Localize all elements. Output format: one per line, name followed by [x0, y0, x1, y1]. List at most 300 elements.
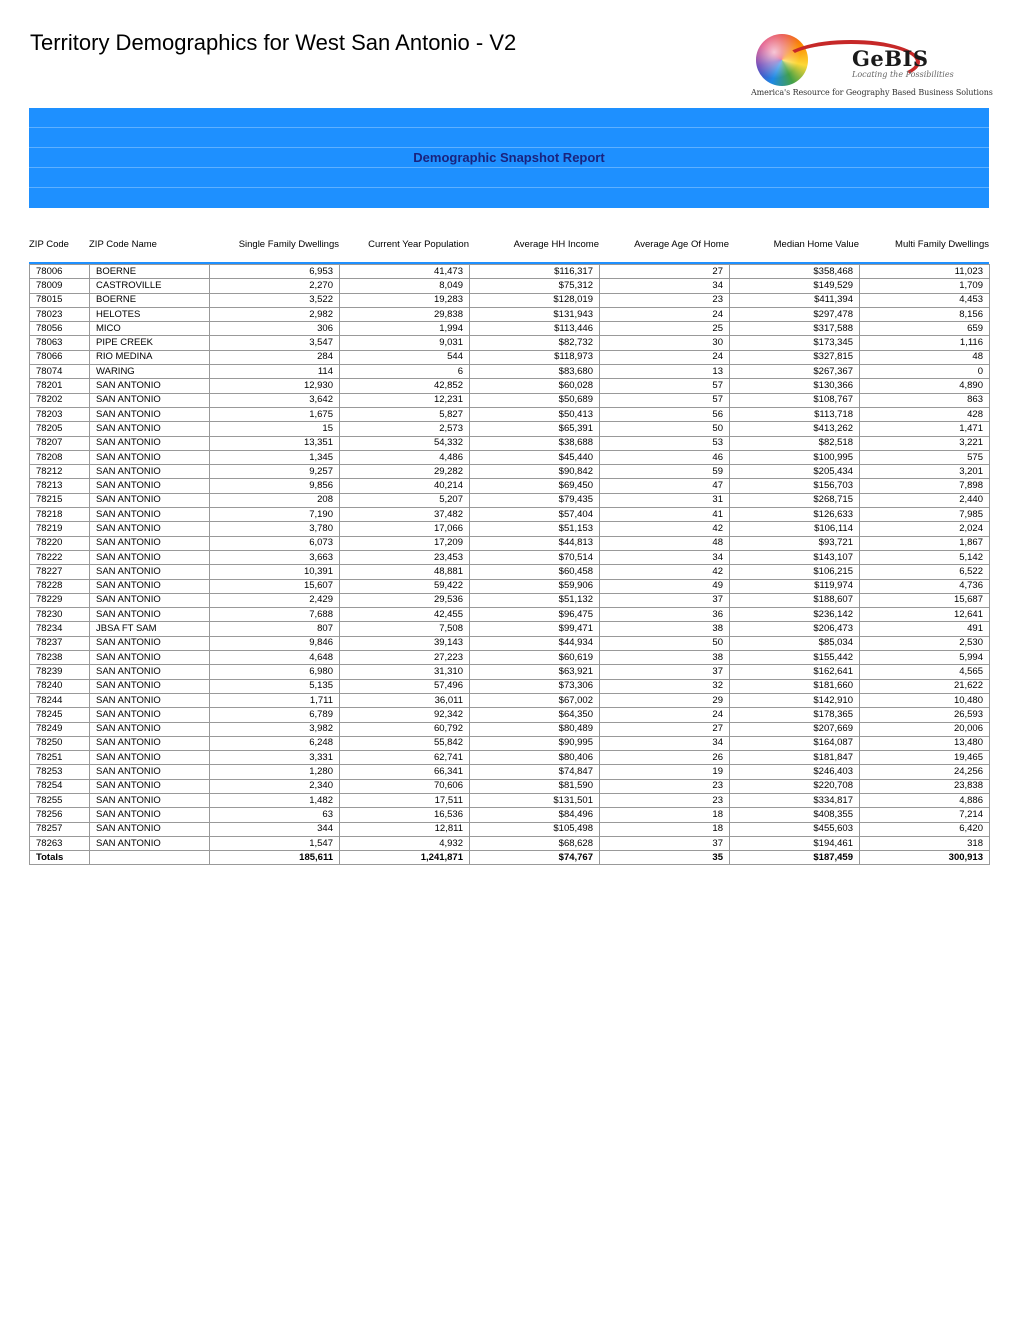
table-cell: SAN ANTONIO: [90, 465, 210, 479]
table-cell: $246,403: [730, 765, 860, 779]
table-cell: $188,607: [730, 593, 860, 607]
table-cell: 17,066: [340, 522, 470, 536]
table-cell: 9,031: [340, 336, 470, 350]
table-cell: 7,508: [340, 622, 470, 636]
table-cell: 7,214: [860, 808, 990, 822]
table-cell: SAN ANTONIO: [90, 836, 210, 850]
table-cell: 1,709: [860, 279, 990, 293]
table-cell: 344: [210, 822, 340, 836]
table-cell: SAN ANTONIO: [90, 379, 210, 393]
table-cell: 34: [600, 736, 730, 750]
table-cell: 78245: [30, 708, 90, 722]
table-cell: 5,207: [340, 493, 470, 507]
table-cell: 3,663: [210, 550, 340, 564]
table-cell: $411,394: [730, 293, 860, 307]
table-cell: 6,522: [860, 565, 990, 579]
table-cell: 4,453: [860, 293, 990, 307]
table-row: [30, 465, 990, 479]
table-cell: 25: [600, 322, 730, 336]
table-cell: 7,898: [860, 479, 990, 493]
table-cell: 18: [600, 808, 730, 822]
table-cell: 4,486: [340, 450, 470, 464]
table-cell: 2,982: [210, 307, 340, 321]
table-cell: 23,453: [340, 550, 470, 564]
table-cell: 78227: [30, 565, 90, 579]
table-cell: 78074: [30, 365, 90, 379]
table-cell: 78229: [30, 593, 90, 607]
table-cell: 29,282: [340, 465, 470, 479]
table-cell: $67,002: [470, 693, 600, 707]
logo-tagline: Locating the Possibilities: [852, 70, 954, 79]
table-cell: $106,215: [730, 565, 860, 579]
table-cell: 78203: [30, 407, 90, 421]
table-cell: $45,440: [470, 450, 600, 464]
table-cell: $80,489: [470, 722, 600, 736]
table-cell: SAN ANTONIO: [90, 593, 210, 607]
table-cell: 78218: [30, 508, 90, 522]
table-cell: 42: [600, 522, 730, 536]
table-cell: 12,930: [210, 379, 340, 393]
report-banner: [29, 108, 989, 208]
table-cell: $65,391: [470, 422, 600, 436]
table-cell: 42,455: [340, 608, 470, 622]
table-cell: 57,496: [340, 679, 470, 693]
table-cell: 31,310: [340, 665, 470, 679]
table-cell: 50: [600, 422, 730, 436]
table-cell: 78219: [30, 522, 90, 536]
table-cell: $205,434: [730, 465, 860, 479]
table-cell: SAN ANTONIO: [90, 436, 210, 450]
table-cell: 56: [600, 407, 730, 421]
table-cell: 5,135: [210, 679, 340, 693]
table-cell: $113,718: [730, 407, 860, 421]
table-cell: $79,435: [470, 493, 600, 507]
table-cell: 39,143: [340, 636, 470, 650]
table-cell: $44,934: [470, 636, 600, 650]
table-cell: $236,142: [730, 608, 860, 622]
table-cell: $69,450: [470, 479, 600, 493]
table-cell: $100,995: [730, 450, 860, 464]
table-cell: $164,087: [730, 736, 860, 750]
table-cell: 37: [600, 593, 730, 607]
table-cell: $51,132: [470, 593, 600, 607]
table-cell: $194,461: [730, 836, 860, 850]
table-cell: $207,669: [730, 722, 860, 736]
column-header: Average Age Of Home: [634, 239, 729, 250]
table-cell: 41,473: [340, 265, 470, 279]
table-row: [30, 808, 990, 822]
table-cell: 9,846: [210, 636, 340, 650]
table-cell: 78202: [30, 393, 90, 407]
table-cell: 26,593: [860, 708, 990, 722]
table-cell: $82,732: [470, 336, 600, 350]
table-cell: $317,588: [730, 322, 860, 336]
table-cell: $60,458: [470, 565, 600, 579]
table-cell: $82,518: [730, 436, 860, 450]
demographics-table: [29, 264, 990, 865]
table-cell: 5,827: [340, 407, 470, 421]
table-cell: 6: [340, 365, 470, 379]
table-cell: $206,473: [730, 622, 860, 636]
table-cell: 34: [600, 550, 730, 564]
table-cell: $44,813: [470, 536, 600, 550]
table-row: [30, 550, 990, 564]
table-cell: $60,028: [470, 379, 600, 393]
table-cell: 78207: [30, 436, 90, 450]
table-row: [30, 493, 990, 507]
table-cell: 10,480: [860, 693, 990, 707]
table-cell: SAN ANTONIO: [90, 708, 210, 722]
table-cell: 20,006: [860, 722, 990, 736]
table-cell: 6,953: [210, 265, 340, 279]
table-cell: 36: [600, 608, 730, 622]
table-cell: 23,838: [860, 779, 990, 793]
table-cell: 863: [860, 393, 990, 407]
table-cell: 7,190: [210, 508, 340, 522]
table-cell: $173,345: [730, 336, 860, 350]
table-cell: 1,547: [210, 836, 340, 850]
table-row: [30, 679, 990, 693]
table-row: [30, 522, 990, 536]
table-cell: 92,342: [340, 708, 470, 722]
table-cell: Totals: [30, 851, 90, 865]
table-cell: 78239: [30, 665, 90, 679]
table-cell: $297,478: [730, 307, 860, 321]
table-cell: 53: [600, 436, 730, 450]
table-cell: $63,921: [470, 665, 600, 679]
table-cell: 78023: [30, 307, 90, 321]
table-cell: 78240: [30, 679, 90, 693]
table-row: [30, 336, 990, 350]
table-cell: $408,355: [730, 808, 860, 822]
table-cell: 24,256: [860, 765, 990, 779]
table-cell: $178,365: [730, 708, 860, 722]
table-cell: SAN ANTONIO: [90, 450, 210, 464]
table-cell: 29,838: [340, 307, 470, 321]
table-cell: $119,974: [730, 579, 860, 593]
table-row: [30, 265, 990, 279]
table-cell: 59: [600, 465, 730, 479]
table-cell: $64,350: [470, 708, 600, 722]
table-cell: 78255: [30, 793, 90, 807]
table-cell: $99,471: [470, 622, 600, 636]
table-row: [30, 665, 990, 679]
table-row: [30, 765, 990, 779]
table-cell: 37,482: [340, 508, 470, 522]
table-cell: $268,715: [730, 493, 860, 507]
table-row: [30, 350, 990, 364]
table-cell: 2,024: [860, 522, 990, 536]
table-cell: $327,815: [730, 350, 860, 364]
table-cell: $162,641: [730, 665, 860, 679]
table-row: [30, 836, 990, 850]
table-cell: 17,209: [340, 536, 470, 550]
table-cell: 78215: [30, 493, 90, 507]
table-cell: 659: [860, 322, 990, 336]
table-cell: 318: [860, 836, 990, 850]
table-cell: 11,023: [860, 265, 990, 279]
table-cell: $187,459: [730, 851, 860, 865]
table-row: [30, 793, 990, 807]
table-cell: 8,049: [340, 279, 470, 293]
column-header: ZIP Code Name: [89, 239, 157, 250]
table-row: [30, 779, 990, 793]
totals-row: [30, 851, 990, 865]
table-cell: $59,906: [470, 579, 600, 593]
table-cell: 2,429: [210, 593, 340, 607]
table-cell: 491: [860, 622, 990, 636]
table-cell: 8,156: [860, 307, 990, 321]
table-cell: 29: [600, 693, 730, 707]
table-cell: 3,522: [210, 293, 340, 307]
table-cell: 48: [860, 350, 990, 364]
table-cell: 7,688: [210, 608, 340, 622]
table-cell: 3,331: [210, 751, 340, 765]
table-cell: 2,340: [210, 779, 340, 793]
table-cell: BOERNE: [90, 293, 210, 307]
table-cell: SAN ANTONIO: [90, 565, 210, 579]
table-cell: 24: [600, 708, 730, 722]
table-cell: $131,501: [470, 793, 600, 807]
table-cell: $38,688: [470, 436, 600, 450]
table-cell: 17,511: [340, 793, 470, 807]
table-cell: 3,221: [860, 436, 990, 450]
table-cell: CASTROVILLE: [90, 279, 210, 293]
table-row: [30, 436, 990, 450]
table-cell: $74,847: [470, 765, 600, 779]
table-cell: $60,619: [470, 651, 600, 665]
table-row: [30, 508, 990, 522]
table-cell: 544: [340, 350, 470, 364]
table-cell: $57,404: [470, 508, 600, 522]
table-row: [30, 651, 990, 665]
table-cell: 13,351: [210, 436, 340, 450]
table-cell: SAN ANTONIO: [90, 636, 210, 650]
table-cell: SAN ANTONIO: [90, 651, 210, 665]
table-cell: $105,498: [470, 822, 600, 836]
table-cell: $51,153: [470, 522, 600, 536]
table-cell: 78015: [30, 293, 90, 307]
report-title: Demographic Snapshot Report: [413, 150, 605, 165]
table-cell: 0: [860, 365, 990, 379]
table-row: [30, 365, 990, 379]
table-cell: 29,536: [340, 593, 470, 607]
table-row: [30, 322, 990, 336]
table-cell: 1,280: [210, 765, 340, 779]
table-row: [30, 307, 990, 321]
table-cell: SAN ANTONIO: [90, 422, 210, 436]
table-cell: 7,985: [860, 508, 990, 522]
table-cell: $131,943: [470, 307, 600, 321]
table-cell: SAN ANTONIO: [90, 579, 210, 593]
column-header: Median Home Value: [773, 239, 859, 250]
table-cell: 47: [600, 479, 730, 493]
table-cell: 9,257: [210, 465, 340, 479]
table-cell: 48: [600, 536, 730, 550]
table-cell: 50: [600, 636, 730, 650]
table-cell: 78228: [30, 579, 90, 593]
table-cell: 78257: [30, 822, 90, 836]
table-cell: 37: [600, 836, 730, 850]
table-cell: 24: [600, 307, 730, 321]
table-cell: 78009: [30, 279, 90, 293]
table-cell: 78201: [30, 379, 90, 393]
table-cell: 4,932: [340, 836, 470, 850]
table-cell: $50,413: [470, 407, 600, 421]
table-row: [30, 593, 990, 607]
table-cell: $143,107: [730, 550, 860, 564]
table-cell: SAN ANTONIO: [90, 550, 210, 564]
table-cell: 78230: [30, 608, 90, 622]
table-cell: 807: [210, 622, 340, 636]
table-cell: 19,283: [340, 293, 470, 307]
table-cell: 19: [600, 765, 730, 779]
table-cell: 5,994: [860, 651, 990, 665]
table-cell: 4,890: [860, 379, 990, 393]
table-cell: 27,223: [340, 651, 470, 665]
table-cell: SAN ANTONIO: [90, 665, 210, 679]
table-cell: 54,332: [340, 436, 470, 450]
table-cell: 23: [600, 779, 730, 793]
table-row: [30, 751, 990, 765]
table-row: [30, 407, 990, 421]
table-cell: 208: [210, 493, 340, 507]
table-cell: 78234: [30, 622, 90, 636]
table-cell: 66,341: [340, 765, 470, 779]
table-cell: PIPE CREEK: [90, 336, 210, 350]
table-cell: SAN ANTONIO: [90, 779, 210, 793]
table-cell: 2,530: [860, 636, 990, 650]
table-cell: 3,547: [210, 336, 340, 350]
table-row: [30, 608, 990, 622]
table-cell: 78244: [30, 693, 90, 707]
table-cell: $68,628: [470, 836, 600, 850]
table-cell: SAN ANTONIO: [90, 407, 210, 421]
table-row: [30, 708, 990, 722]
table-cell: 70,606: [340, 779, 470, 793]
table-cell: $80,406: [470, 751, 600, 765]
table-cell: 62,741: [340, 751, 470, 765]
table-row: [30, 636, 990, 650]
table-cell: 78063: [30, 336, 90, 350]
table-cell: 78237: [30, 636, 90, 650]
table-cell: SAN ANTONIO: [90, 693, 210, 707]
table-cell: 4,565: [860, 665, 990, 679]
table-cell: 1,675: [210, 407, 340, 421]
table-cell: 78253: [30, 765, 90, 779]
table-cell: $93,721: [730, 536, 860, 550]
table-cell: 306: [210, 322, 340, 336]
table-cell: SAN ANTONIO: [90, 393, 210, 407]
table-cell: 60,792: [340, 722, 470, 736]
table-cell: 46: [600, 450, 730, 464]
table-cell: 78251: [30, 751, 90, 765]
table-cell: SAN ANTONIO: [90, 679, 210, 693]
table-cell: 19,465: [860, 751, 990, 765]
table-cell: 78220: [30, 536, 90, 550]
table-cell: $75,312: [470, 279, 600, 293]
table-cell: $70,514: [470, 550, 600, 564]
table-cell: $106,114: [730, 522, 860, 536]
table-cell: $142,910: [730, 693, 860, 707]
table-cell: $90,995: [470, 736, 600, 750]
table-cell: 6,073: [210, 536, 340, 550]
table-cell: 1,345: [210, 450, 340, 464]
table-cell: $96,475: [470, 608, 600, 622]
table-cell: HELOTES: [90, 307, 210, 321]
table-cell: $149,529: [730, 279, 860, 293]
table-cell: $181,847: [730, 751, 860, 765]
table-cell: 57: [600, 379, 730, 393]
table-cell: 300,913: [860, 851, 990, 865]
table-cell: 1,471: [860, 422, 990, 436]
table-cell: 6,789: [210, 708, 340, 722]
table-cell: 2,573: [340, 422, 470, 436]
table-cell: SAN ANTONIO: [90, 508, 210, 522]
table-cell: 40,214: [340, 479, 470, 493]
table-cell: SAN ANTONIO: [90, 522, 210, 536]
table-cell: 49: [600, 579, 730, 593]
table-cell: $73,306: [470, 679, 600, 693]
table-cell: 34: [600, 279, 730, 293]
table-cell: $130,366: [730, 379, 860, 393]
table-cell: $126,633: [730, 508, 860, 522]
table-cell: $267,367: [730, 365, 860, 379]
table-cell: 21,622: [860, 679, 990, 693]
table-cell: 31: [600, 493, 730, 507]
table-cell: 16,536: [340, 808, 470, 822]
table-cell: 114: [210, 365, 340, 379]
table-cell: 1,241,871: [340, 851, 470, 865]
table-cell: 32: [600, 679, 730, 693]
table-cell: WARING: [90, 365, 210, 379]
table-cell: SAN ANTONIO: [90, 608, 210, 622]
table-cell: $118,973: [470, 350, 600, 364]
gebis-logo: [748, 28, 992, 100]
table-cell: 35: [600, 851, 730, 865]
table-cell: 13,480: [860, 736, 990, 750]
table-cell: 78263: [30, 836, 90, 850]
table-cell: 63: [210, 808, 340, 822]
table-cell: 24: [600, 350, 730, 364]
table-cell: 13: [600, 365, 730, 379]
table-cell: 38: [600, 651, 730, 665]
table-cell: 26: [600, 751, 730, 765]
table-row: [30, 279, 990, 293]
table-cell: 575: [860, 450, 990, 464]
table-cell: 15,687: [860, 593, 990, 607]
table-row: [30, 393, 990, 407]
table-cell: SAN ANTONIO: [90, 793, 210, 807]
table-cell: 36,011: [340, 693, 470, 707]
table-cell: 1,867: [860, 536, 990, 550]
table-row: [30, 565, 990, 579]
table-cell: $181,660: [730, 679, 860, 693]
table-cell: 6,980: [210, 665, 340, 679]
table-cell: SAN ANTONIO: [90, 722, 210, 736]
table-cell: 27: [600, 722, 730, 736]
table-row: [30, 822, 990, 836]
table-cell: 5,142: [860, 550, 990, 564]
table-row: [30, 422, 990, 436]
table-cell: 78056: [30, 322, 90, 336]
table-cell: $358,468: [730, 265, 860, 279]
table-cell: 78250: [30, 736, 90, 750]
table-cell: 3,982: [210, 722, 340, 736]
table-cell: $413,262: [730, 422, 860, 436]
table-row: [30, 722, 990, 736]
table-cell: $155,442: [730, 651, 860, 665]
